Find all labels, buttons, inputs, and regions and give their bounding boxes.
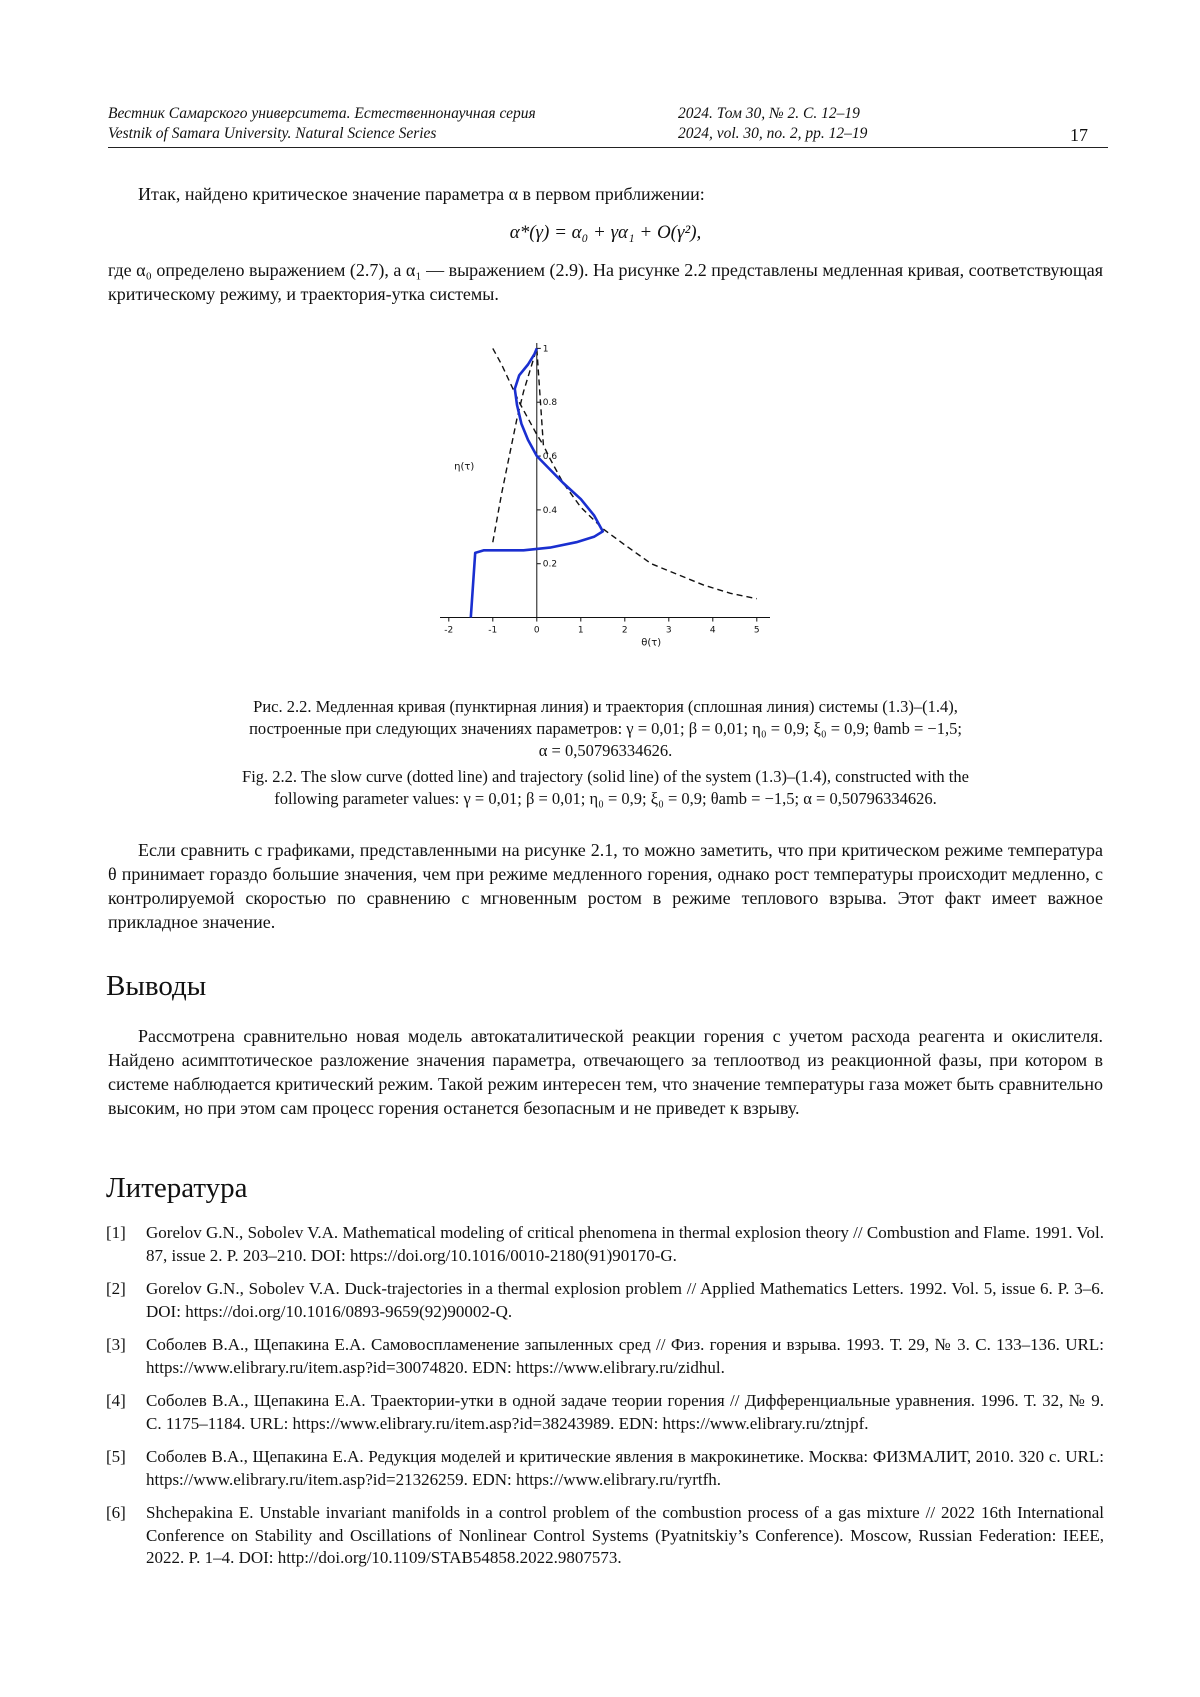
reference-number: [1] (106, 1223, 126, 1242)
reference-item (106, 1222, 1104, 1267)
caption-ru (108, 696, 1103, 762)
conclusions-heading: Выводы (106, 970, 207, 1002)
issue-info-ru: 2024. Том 30, № 2. С. 12–19 (678, 105, 860, 122)
formula-explanation: где α₀ определено выражением (2.7), а α₁ — выражением (2.9). На рисунке 2.2 представлены медленная кривая, соответствующая критическому режиму, и траектория-утка системы. (108, 260, 1103, 304)
reference-text: Соболев В.А., Щепакина Е.А. Самовоспламенение запыленных сред // Физ. горения и взрыва. 1993. Т. 29, № 3. С. 133–136. URL: https://www.elibrary.ru/item.asp?id=30074820. EDN: https://www.elibrary.ru/zidhul. (146, 1335, 1104, 1377)
journal-title-ru: Вестник Самарского университета. Естественнонаучная серия (108, 105, 536, 122)
y-tick-label: 0.4 (542, 505, 558, 516)
page-number: 17 (1070, 125, 1088, 145)
x-axis-label: θ(τ) (641, 637, 662, 649)
figure-2-2 (420, 335, 780, 675)
y-tick-label: 0.6 (542, 452, 558, 463)
reference-text: Соболев В.А., Щепакина Е.А. Траектории-утки в одной задаче теории горения // Дифференциальные уравнения. 1996. Т. 32, № 9. С. 1175–1184. URL: https://www.elibrary.ru/item.asp?id=38243989. EDN: https://www.elibrary.ru/ztnjpf. (146, 1391, 1104, 1433)
reference-number: [3] (106, 1335, 126, 1354)
reference-item (106, 1446, 1104, 1491)
caption-ru-line-3: α = 0,50796334626. (538, 741, 673, 760)
x-tick-label: -2 (444, 625, 454, 636)
y-axis-label: η(τ) (454, 461, 475, 473)
x-tick-label: 0 (533, 625, 540, 636)
references-list (106, 1222, 1104, 1581)
reference-text: Gorelov G.N., Sobolev V.A. Duck-trajectories in a thermal explosion problem // Applied Mathematics Letters. 1992. Vol. 5, issue 6. P. 3–6. DOI: https://doi.org/10.1016/0893-9659(92)90002-Q. (146, 1279, 1104, 1321)
references-heading: Литература (106, 1172, 248, 1204)
caption-ru-line-1: Рис. 2.2. Медленная кривая (пунктирная линия) и траектория (сплошная линия) системы (1.3)–(1.4), (253, 697, 958, 716)
intro-paragraph: Итак, найдено критическое значение параметра α в первом приближении: (138, 184, 705, 204)
reference-item (106, 1334, 1104, 1379)
comparison-paragraph: Если сравнить с графиками, представленными на рисунке 2.1, то можно заметить, что при критическом режиме температура θ принимает гораздо большие значения, чем при режиме медленного горения, однако рост температуры происходит медленно, с контролируемой скоростью по сравнению с мгновенным ростом в режиме теплового взрыва. Этот факт имеет важное прикладное значение. (108, 840, 1103, 932)
caption-en-line-1: Fig. 2.2. The slow curve (dotted line) and trajectory (solid line) of the system (1.3)–(1.4), constructed with the (242, 767, 969, 786)
header-rule (108, 147, 1108, 148)
reference-item (106, 1278, 1104, 1323)
reference-number: [5] (106, 1447, 126, 1466)
conclusions-paragraph: Рассмотрена сравнительно новая модель автокаталитической реакции горения с учетом расхода реагента и окислителя. Найдено асимптотическое разложение значения параметра, отвечающего за теплоотвод из реакционной фазы, при котором в системе наблюдается критический режим. Такой режим интересен тем, что значение температуры газа может быть сравнительно высоким, но при этом сам процесс горения останется безопасным и не приведет к взрыву. (108, 1026, 1103, 1118)
journal-title-en: Vestnik of Samara University. Natural Science Series (108, 125, 437, 142)
slow-curve-line (493, 348, 757, 598)
caption-en (108, 766, 1103, 810)
y-tick-label: 1 (542, 344, 549, 355)
x-tick-label: 1 (577, 625, 584, 636)
reference-text: Gorelov G.N., Sobolev V.A. Mathematical modeling of critical phenomena in thermal explosion theory // Combustion and Flame. 1991. Vol. 87, issue 2. P. 203–210. DOI: https://doi.org/10.1016/0010-2180(91)90170-G. (146, 1223, 1104, 1265)
reference-number: [6] (106, 1503, 126, 1522)
slow-curve-line (493, 348, 544, 445)
caption-ru-line-2: построенные при следующих значениях параметров: γ = 0,01; β = 0,01; η₀ = 0,9; ξ₀ = 0,9; θamb = −1,5; (249, 719, 962, 738)
slow-curve-chart (420, 335, 780, 675)
alpha-formula: α*(γ) = α₀ + γα₁ + O(γ²), (509, 222, 702, 243)
journal-title (108, 104, 668, 144)
caption-en-line-2: following parameter values: γ = 0,01; β = 0,01; η₀ = 0,9; ξ₀ = 0,9; θamb = −1,5; α = 0,50796334626. (274, 789, 937, 808)
reference-text: Соболев В.А., Щепакина Е.А. Редукция моделей и критические явления в макрокинетике. Москва: ФИЗМАЛИТ, 2010. 320 с. URL: https://www.elibrary.ru/item.asp?id=21326259. EDN: https://www.elibrary.ru/ryrtfh. (146, 1447, 1104, 1489)
reference-item (106, 1502, 1104, 1570)
y-tick-label: 0.8 (542, 398, 558, 409)
reference-item (106, 1390, 1104, 1435)
x-tick-label: 5 (753, 625, 760, 636)
reference-number: [2] (106, 1279, 126, 1298)
issue-info (678, 104, 978, 144)
y-tick-label: 0.2 (542, 559, 558, 570)
x-tick-label: 2 (621, 625, 628, 636)
running-head (108, 104, 1108, 148)
x-tick-label: 4 (709, 625, 716, 636)
reference-text: Shchepakina E. Unstable invariant manifolds in a control problem of the combustion process of a gas mixture // 2022 16th International Conference on Stability and Oscillations of Nonlinear Control Systems (Pyatnitskiy’s Conference). Moscow, Russian Federation: IEEE, 2022. P. 1–4. DOI: http://doi.org/10.1109/STAB54858.2022.9807573. (146, 1503, 1104, 1567)
reference-number: [4] (106, 1391, 126, 1410)
issue-info-en: 2024, vol. 30, no. 2, pp. 12–19 (678, 125, 868, 142)
x-tick-label: 3 (665, 625, 672, 636)
x-tick-label: -1 (488, 625, 498, 636)
